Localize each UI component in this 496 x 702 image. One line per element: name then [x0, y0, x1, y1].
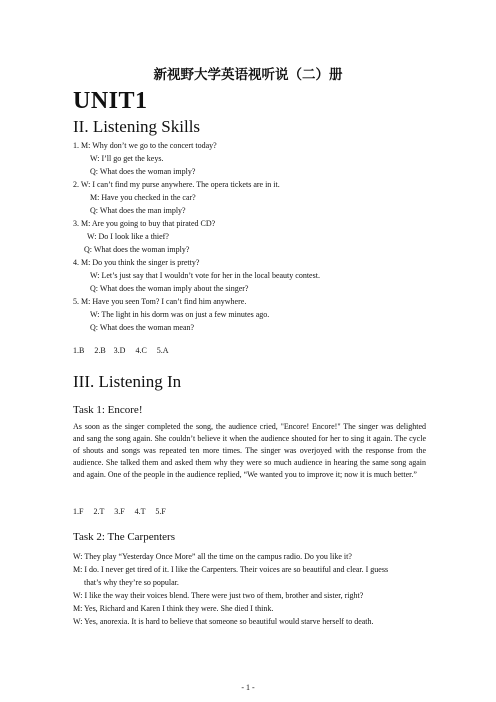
task1-title: Task 1: Encore! [73, 404, 143, 416]
dialogue-line: M: Yes, Richard and Karen I think they were. She died I think. [73, 604, 274, 613]
skills-line: 4. M: Do you think the singer is pretty? [73, 258, 200, 267]
task1-paragraph: As soon as the singer completed the song, the audience cried, "Encore! Encore!" The singer was delighted and sang the song again. She couldn’t believe it when the audience shouted for her to sing it again. The cycle of shouts and songs was repeated ten more times. The singer was overjoyed with the response from the audience. She talked them and asked them why they were so much audience in hearing the same song again and again. One of the people in the audience replied, “We wanted you to improve it; now it is much better.” [73, 422, 426, 479]
skills-line: Q: What does the woman imply? [90, 167, 196, 176]
skills-line: W: Do I look like a thief? [87, 232, 169, 241]
skills-line: W: I’ll go get the keys. [90, 154, 164, 163]
dialogue-line: M: I do. I never get tired of it. I like the Carpenters. Their voices are so beautiful and clear. I guess [73, 565, 389, 574]
task1-answer-key: 1.F 2.T 3.F 4.T 5.F [73, 507, 166, 516]
dialogue-line: W: Yes, anorexia. It is hard to believe that someone so beautiful would starve herself to death. [73, 617, 374, 626]
skills-line: W: Let’s just say that I wouldn’t vote for her in the local beauty contest. [90, 271, 320, 280]
dialogue-line: that’s why they’re so popular. [84, 578, 179, 587]
document-title: 新视野大学英语视听说（二）册 [153, 67, 343, 83]
skills-line: W: The light in his dorm was on just a few minutes ago. [90, 310, 270, 319]
skills-line: Q: What does the woman imply about the singer? [90, 284, 249, 293]
page-number: - 1 - [241, 683, 255, 692]
skills-line: 2. W: I can’t find my purse anywhere. The opera tickets are in it. [73, 180, 280, 189]
skills-line: 5. M: Have you seen Tom? I can’t find him anywhere. [73, 297, 247, 306]
section-heading-listening-skills: II. Listening Skills [73, 117, 201, 136]
skills-line: M: Have you checked in the car? [90, 193, 196, 202]
skills-line: Q: What does the man imply? [90, 206, 186, 215]
unit-heading: UNIT1 [73, 88, 148, 114]
skills-line: Q: What does the woman imply? [84, 245, 190, 254]
task2-title: Task 2: The Carpenters [73, 531, 175, 543]
skills-line: 1. M: Why don’t we go to the concert today? [73, 141, 217, 150]
section-heading-listening-in: III. Listening In [73, 372, 182, 391]
skills-line: 3. M: Are you going to buy that pirated CD? [73, 219, 216, 228]
skills-answer-key: 1.B 2.B 3.D 4.C 5.A [73, 346, 169, 355]
skills-line: Q: What does the woman mean? [90, 323, 195, 332]
dialogue-line: W: I like the way their voices blend. There were just two of them, brother and sister, right? [73, 591, 364, 600]
dialogue-line: W: They play “Yesterday Once More” all the time on the campus radio. Do you like it? [73, 552, 352, 561]
